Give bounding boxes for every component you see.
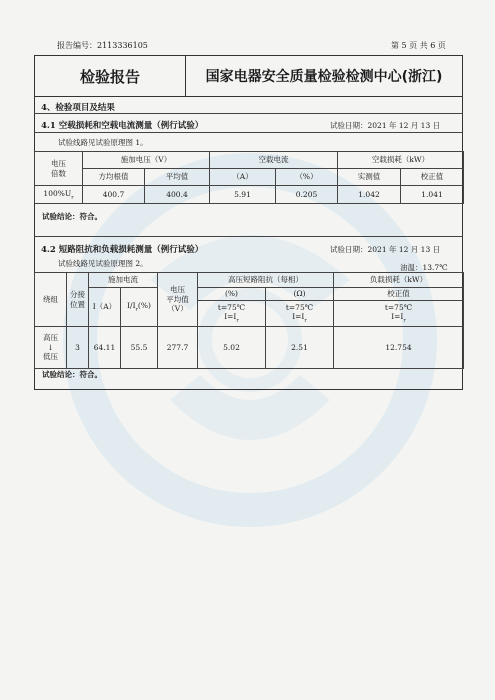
- test-date-4-2: 试验日期：2021 年 12 月 13 日: [330, 245, 441, 254]
- page-number: 第 5 页 共 6 页: [391, 41, 446, 50]
- header-unit-a: （A）: [210, 169, 276, 186]
- header-applied-current: 施加电流: [89, 273, 158, 288]
- noload-table: [34, 151, 464, 204]
- divider: [34, 113, 463, 114]
- row-winding: 高压 ↓ 低压: [35, 327, 67, 369]
- load-table: [34, 272, 464, 369]
- report-title: 检验报告: [35, 56, 186, 96]
- header-loss-corrected: 校正值: [334, 288, 464, 301]
- header-current-ratio: $I/I_r(\%)$: [121, 288, 158, 327]
- header-hv-impedance: 高压短路阻抗（每相）: [198, 273, 334, 288]
- condition-ohm: t=75℃ $I=I_r$: [266, 301, 334, 327]
- report-number: 报告编号：2113336105: [57, 41, 148, 50]
- cell-current-a: 64.11: [89, 327, 121, 369]
- header-load-loss: 负载损耗（kW）: [334, 273, 464, 288]
- header-tap-position: 分接 位置: [67, 273, 89, 327]
- cell-loss-corrected: 1.041: [401, 186, 464, 204]
- title-bar: [34, 55, 463, 97]
- header-avg: 平均值: [145, 169, 210, 186]
- header-noload-current: 空载电流: [210, 152, 338, 169]
- header-impedance-ohm: (Ω): [266, 288, 334, 301]
- section-heading: 4、检验项目及结果: [41, 103, 115, 113]
- cell-impedance-pct: 5.02: [198, 327, 266, 369]
- cell-current-a: 5.91: [210, 186, 276, 204]
- header-voltage-avg: 电压 平均值 （V）: [158, 273, 198, 327]
- header-noload-loss: 空载损耗（kW）: [338, 152, 464, 169]
- header-current-a: I（A）: [89, 288, 121, 327]
- cell-rms: 400.7: [83, 186, 145, 204]
- row-label: $100\%U_r$: [35, 186, 83, 204]
- institution-name: 国家电器安全质量检验检测中心(浙江): [205, 69, 443, 85]
- condition-pct: t=75℃ $I=I_r$: [198, 301, 266, 327]
- header-corrected: 校正值: [401, 169, 464, 186]
- divider: [34, 236, 463, 237]
- conclusion-4-1: 试验结论：符合。: [42, 212, 102, 221]
- cell-impedance-ohm: 2.51: [266, 327, 334, 369]
- cell-avg: 400.4: [145, 186, 210, 204]
- test-title-4-2: 4.2 短路阻抗和负载损耗测量（例行试验）: [41, 245, 204, 255]
- test-note-4-1: 试验线路见试验原理图 1。: [58, 138, 148, 147]
- test-note-4-2: 试验线路见试验原理图 2。: [58, 259, 148, 268]
- header-winding: 绕组: [35, 273, 67, 327]
- conclusion-4-2: 试验结论：符合。: [42, 370, 102, 379]
- cell-tap: 3: [67, 327, 89, 369]
- header-voltage-multiple: 电压 倍数: [35, 152, 83, 186]
- cell-load-loss: 12.754: [334, 327, 464, 369]
- divider: [34, 132, 463, 133]
- cell-current-ratio: 55.5: [121, 327, 158, 369]
- header-measured: 实测值: [338, 169, 401, 186]
- header-rms: 方均根值: [83, 169, 145, 186]
- test-title-4-1: 4.1 空载损耗和空载电流测量（例行试验）: [41, 121, 204, 131]
- cell-loss-measured: 1.042: [338, 186, 401, 204]
- header-unit-pct: （%）: [276, 169, 338, 186]
- cell-voltage-avg: 277.7: [158, 327, 198, 369]
- condition-loss: t=75℃ $I=I_r$: [334, 301, 464, 327]
- header-impedance-pct: (%): [198, 288, 266, 301]
- cell-current-pct: 0.205: [276, 186, 338, 204]
- oil-temperature: 油温：13.7℃: [400, 263, 448, 272]
- test-date-4-1: 试验日期：2021 年 12 月 13 日: [330, 121, 441, 130]
- header-applied-voltage: 施加电压（V）: [83, 152, 210, 169]
